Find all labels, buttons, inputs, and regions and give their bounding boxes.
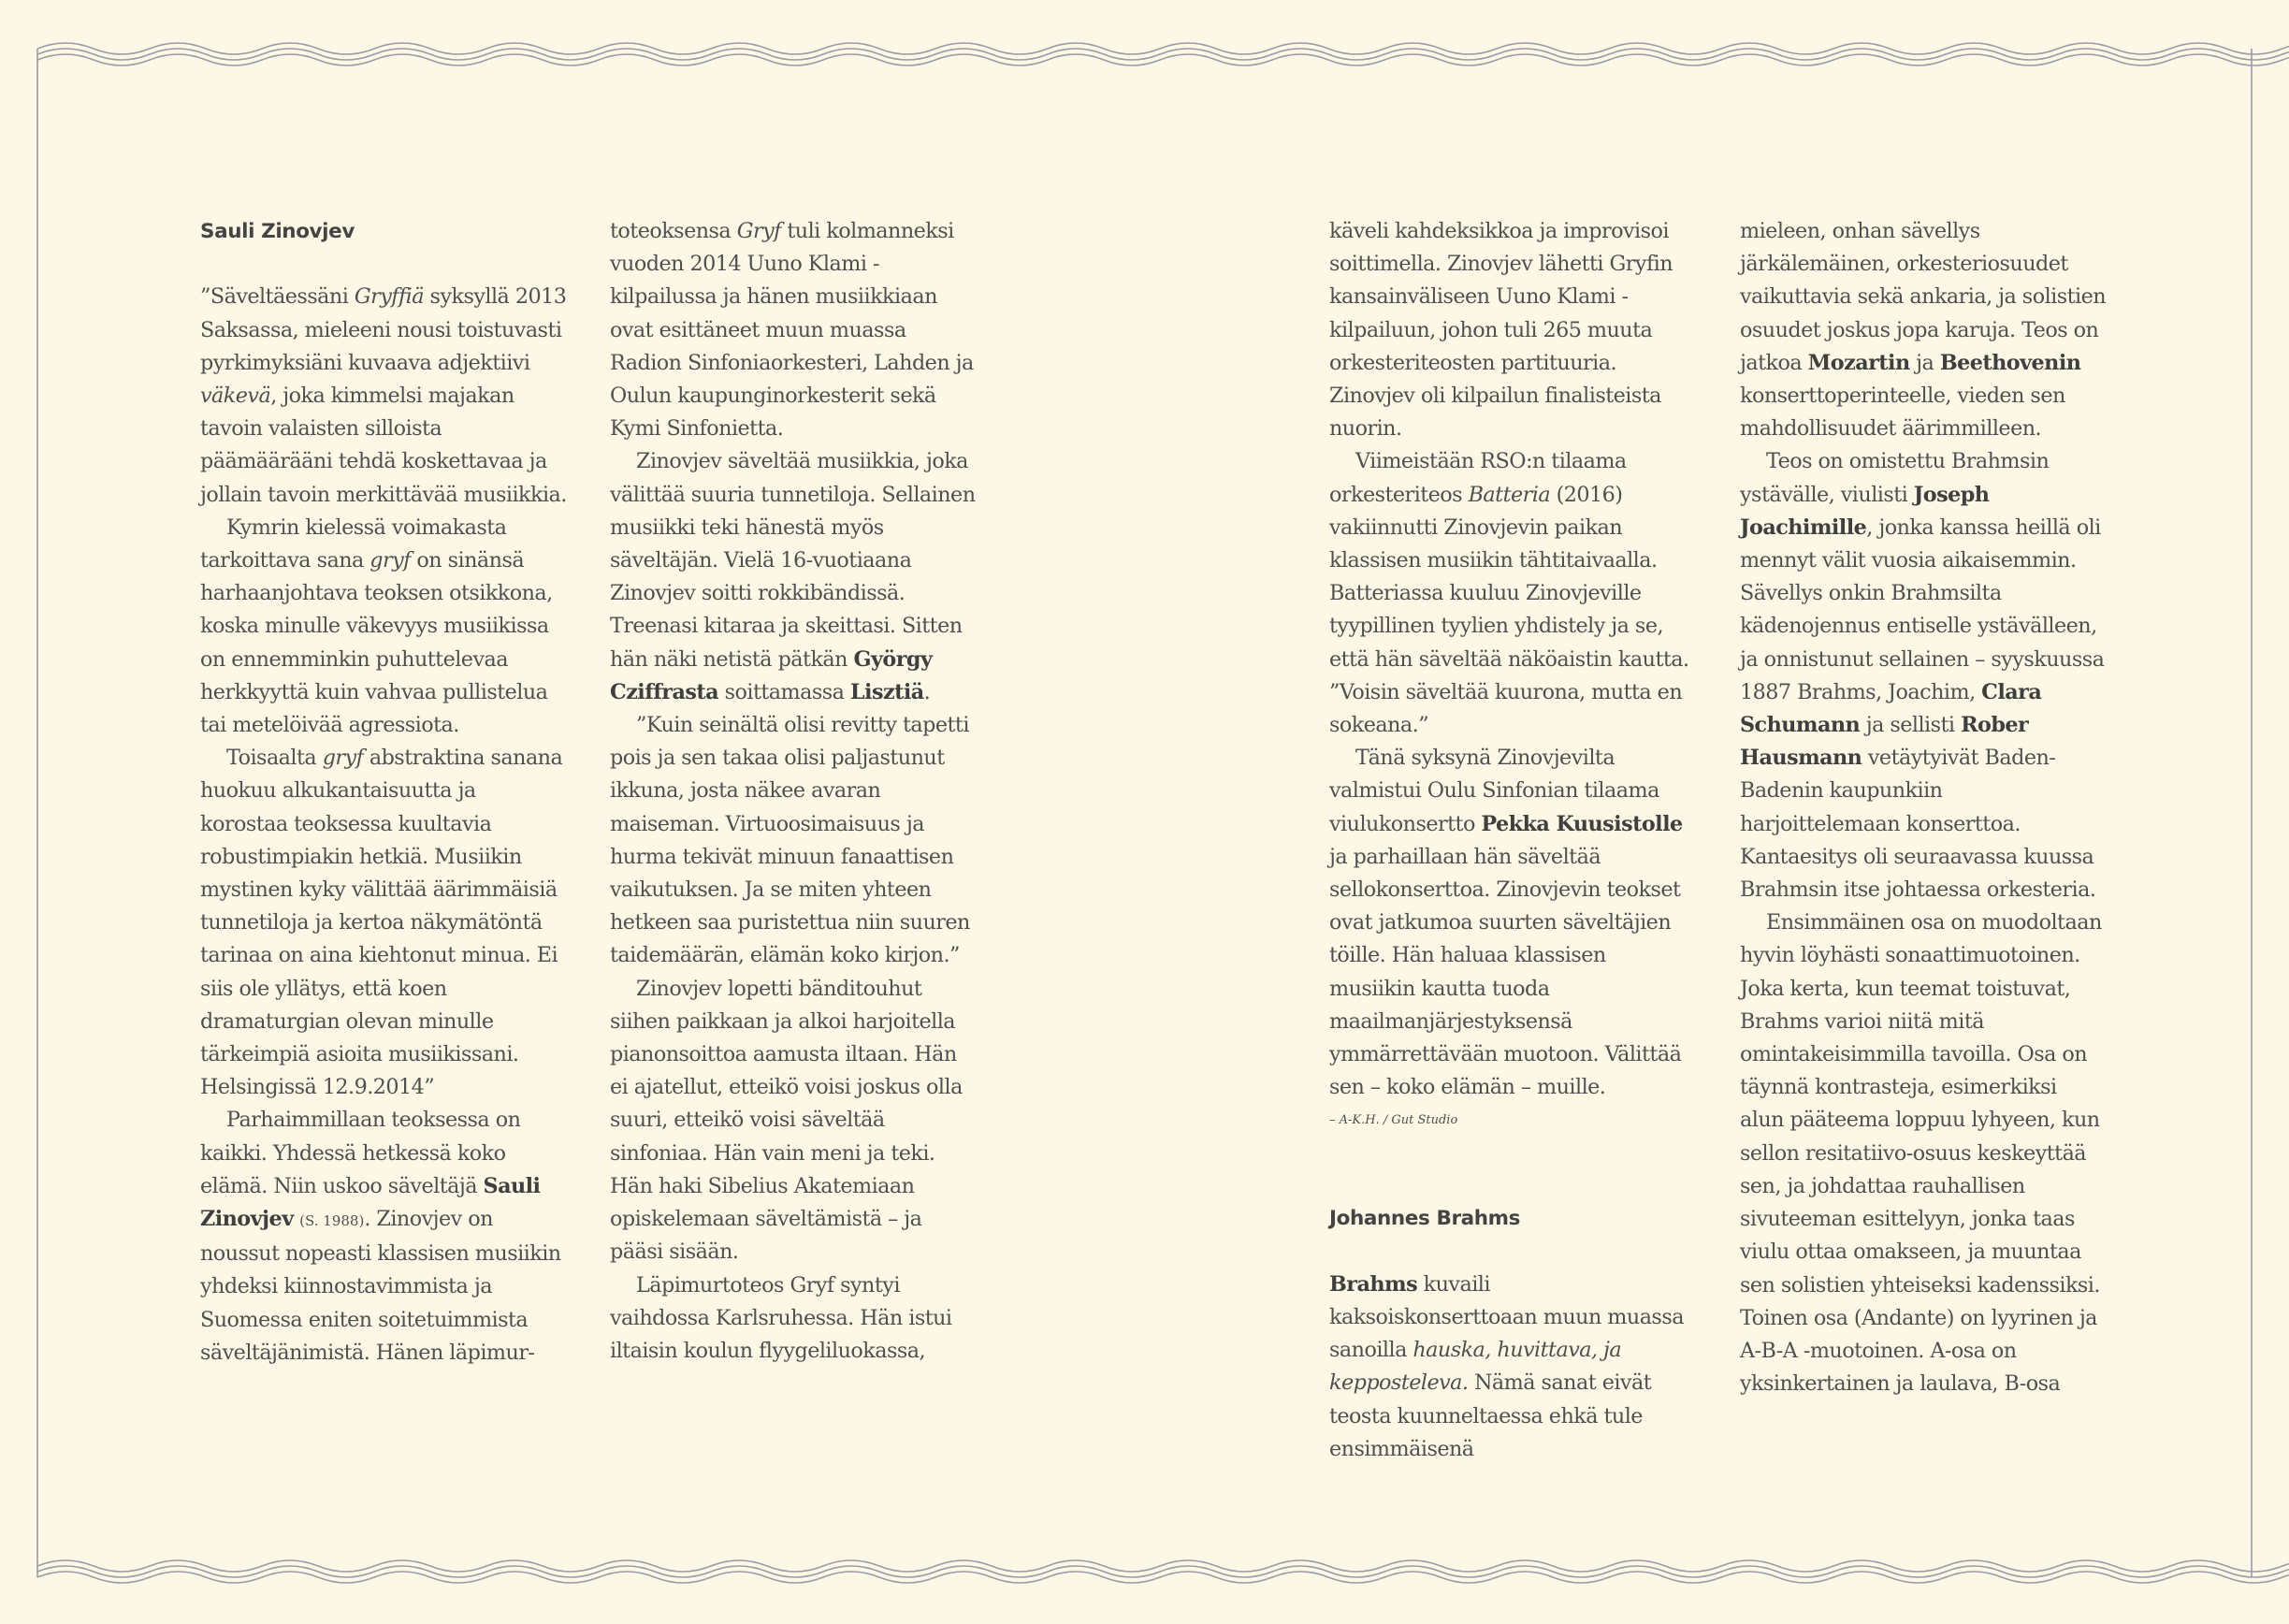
paragraph: mieleen, onhan sävellys järkälemäinen, orkesteriosuudet vaikuttavia sekä ankaria, ja solistien osuudet joskus jopa karuja. Teos on jatkoa Mozartin ja Beethovenin konserttoperinteelle, vieden sen mahdollisuudet äärimmilleen. xyxy=(1740,219,2107,442)
text-column-1 xyxy=(200,215,567,1370)
paragraph: Teos on omistettu Brahmsin ystävälle, viulisti Joseph Joachimille, jonka kanssa heillä oli mennyt välit vuosia aikaisemmin. Sävellys onkin Brahmsilta kädenojennus entiselle ystävälleen, ja onnistunut sellainen – syyskuussa 1887 Brahms, Joachim, Clara Schumann ja sellisti Rober Hausmann vetäytyivät Baden-Badenin kaupunkiin harjoittelemaan konserttoa. Kantaesitys oli seuraavassa kuussa Brahmsin itse johtaessa orkesteria. xyxy=(1740,449,2105,903)
paragraph: Parhaimmillaan teoksessa on kaikki. Yhdessä hetkessä koko elämä. Niin uskoo säveltäjä Sauli Zinovjev (S. 1988). Zinovjev on noussut nopeasti klassisen musiikin yhdeksi kiinnostavimmista ja Suomessa eniten soitetuimmista säveltäjänimistä. Hänen läpimur- xyxy=(200,1108,561,1365)
paragraph: Viimeistään RSO:n tilaama orkesteriteos Batteria (2016) vakiinnutti Zinovjevin paikan klassisen musiikin tähtitaivaalla. Batteriassa kuuluu Zinovjeville tyypillinen tyylien yhdistely ja se, että hän säveltää näköaistin kautta. ”Voisin säveltää kuurona, mutta en sokeana.” xyxy=(1329,449,1689,738)
paragraph: ”Kuin seinältä olisi revitty tapetti pois ja sen takaa olisi paljastunut ikkuna, josta näkee avaran maiseman. Virtuoosimaisuus ja hurma tekivät minuun fanaattisen vaikutuksen. Ja se miten yhteen hetkeen saa puristettua niin suuren taidemäärän, elämän koko kirjon.” xyxy=(610,713,970,968)
section-heading-sauli-zinovjev: Sauli Zinovjev xyxy=(200,220,355,243)
text-column-3 xyxy=(1329,215,1696,1466)
paragraph: Kymrin kielessä voimakasta tarkoittava sana gryf on sinänsä harhaanjohtava teoksen otsikkona, koska minulle väkevyys musiikissa on ennemminkin puhuttelevaa herkkyyttä kuin vahvaa pullistelua tai metelöivää agressiota. xyxy=(200,515,553,738)
paragraph: Toisaalta gryf abstraktina sanana huokuu alkukantaisuutta ja korostaa teoksessa kuultavia robustimpiakin hetkiä. Musiikin mystinen kyky välittää äärimmäisiä tunnetiloja ja kertoa näkymätöntä tarinaa on aina kiehtonut minua. Ei siis ole yllätys, että koen dramaturgian olevan minulle tärkeimpiä asioita musiikissani. Helsingissä 12.9.2014” xyxy=(200,746,563,1100)
paragraph: Tänä syksynä Zinovjevilta valmistui Oulu Sinfonian tilaama viulukonsertto Pekka Kuusistolle ja parhaillaan hän säveltää sellokonserttoa. Zinovjevin teokset ovat jatkumoa suurten säveltäjien töille. Hän haluaa klassisen musiikin kautta tuoda maailmanjärjestyksensä ymmärrettävään muotoon. Välittää sen – koko elämän – muille. xyxy=(1329,746,1683,1100)
paragraph: Zinovjev lopetti bänditouhut siihen paikkaan ja alkoi harjoitella pianonsoittoa aamusta iltaan. Hän ei ajatellut, etteikö voisi joskus olla suuri, etteikö voisi säveltää sinfoniaa. Hän vain meni ja teki. Hän haki Sibelius Akatemiaan opiskelemaan säveltämistä – ja pääsi sisään. xyxy=(610,976,963,1265)
paragraph: käveli kahdeksikkoa ja improvisoi soittimella. Zinovjev lähetti Gryfin kansainväliseen Uuno Klami -kilpailuun, johon tuli 265 muuta orkesteriteosten partituuria. Zinovjev oli kilpailun finalisteista nuorin. xyxy=(1329,219,1673,442)
author-credit: – A-K.H. / Gut Studio xyxy=(1329,1113,1458,1128)
text-column-2 xyxy=(610,215,977,1368)
paragraph: toteoksensa Gryf tuli kolmanneksi vuoden 2014 Uuno Klami -kilpailussa ja hänen musiikkiaan ovat esittäneet muun muassa Radion Sinfoniaorkesteri, Lahden ja Oulun kaupunginorkesterit sekä Kymi Sinfonietta. xyxy=(610,219,974,442)
text-column-4 xyxy=(1740,215,2107,1400)
paragraph: Zinovjev säveltää musiikkia, joka välittää suuria tunnetiloja. Sellainen musiikki teki hänestä myös säveltäjän. Vielä 16-vuotiaana Zinovjev soitti rokkibändissä. Treenasi kitaraa ja skeittasi. Sitten hän näki netistä pätkän György Cziffrasta soittamassa Lisztiä. xyxy=(610,449,976,704)
paragraph: Ensimmäinen osa on muodoltaan hyvin löyhästi sonaattimuotoinen. Joka kerta, kun teemat toistuvat, Brahms varioi niitä mitä omintakeisimmilla tavoilla. Osa on täynnä kontrasteja, esimerkiksi alun pääteema loppuu lyhyeen, kun sellon resitatiivo-osuus keskeyttää sen, ja johdattaa rauhallisen sivuteeman esittelyyn, jonka taas viulu ottaa omakseen, ja muuntaa sen solistien yhteiseksi kadenssiksi. Toinen osa (Andante) on lyyrinen ja A-B-A -muotoinen. A-osa on yksinkertainen ja laulava, B-osa xyxy=(1740,910,2102,1397)
section-heading-johannes-brahms: Johannes Brahms xyxy=(1329,1207,1521,1231)
paragraph: Brahms kuvaili kaksoiskonserttoaan muun muassa sanoilla hauska, huvittava, ja kepposteleva. Nämä sanat eivät teosta kuunneltaessa ehkä tule ensimmäisenä xyxy=(1329,1271,1684,1461)
paragraph: Läpimurtoteos Gryf syntyi vaihdossa Karlsruhessa. Hän istui iltaisin koulun flyygeliluokassa, xyxy=(610,1272,952,1363)
paragraph: ”Säveltäessäni Gryffiä syksyllä 2013 Saksassa, mieleeni nousi toistuvasti pyrkimyksiäni kuvaava adjektiivi väkevä, joka kimmelsi majakan tavoin valaisten silloista päämäärääni tehdä koskettavaa ja jollain tavoin merkittävää musiikkia. xyxy=(200,284,567,507)
